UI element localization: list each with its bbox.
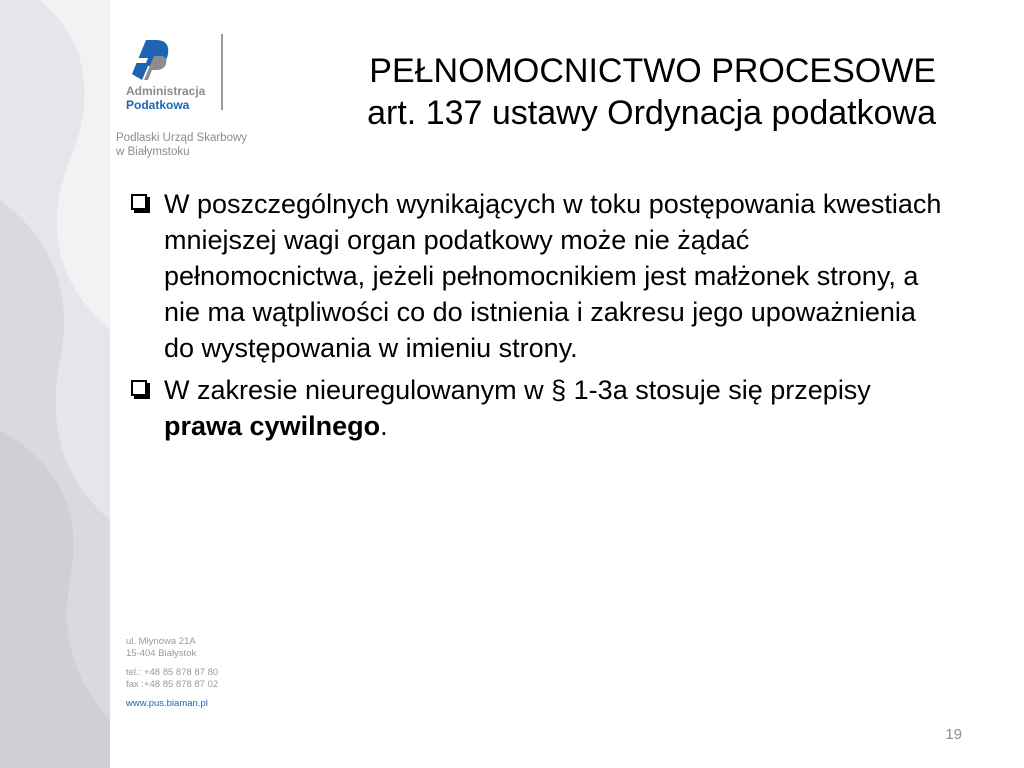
office-name	[116, 131, 276, 159]
slide-content	[128, 186, 948, 450]
address-block	[126, 636, 218, 710]
bullet-item	[128, 372, 948, 444]
website-link[interactable]: www.pus.biaman.pl	[126, 698, 208, 709]
logo-text	[126, 84, 205, 112]
logo-line-2: Podatkowa	[126, 98, 190, 112]
logo-line-1: Administracja	[126, 84, 206, 98]
bullet-text: W zakresie nieuregulowanym w § 1-3a stosuje się przepisy	[164, 375, 871, 405]
address-tel: tel.: +48 85 878 87 80	[126, 667, 219, 678]
decorative-curves	[0, 0, 110, 768]
page-number: 19	[945, 726, 962, 743]
checkbox-bullet-icon	[131, 380, 147, 396]
office-line-1: Podlaski Urząd Skarbowy	[116, 132, 248, 144]
address-fax: fax :+48 85 878 87 02	[126, 678, 219, 690]
bullet-suffix: .	[380, 411, 388, 441]
checkbox-bullet-icon	[131, 194, 147, 210]
address-city: 15-404 Białystok	[126, 647, 197, 659]
left-decorative-band	[0, 0, 110, 768]
office-line-2: w Białymstoku	[116, 146, 190, 158]
bullet-text: W poszczególnych wynikających w toku postępowania kwestiach mniejszej wagi organ podatkowy może nie żądać pełnomocnictwa, jeżeli pełnomocnikiem jest małżonek strony, a nie ma wątpliwości co do istnienia i zakresu jego upoważnienia do występowania w imieniu strony.	[164, 189, 942, 363]
slide-title	[367, 50, 936, 134]
bullet-item	[128, 186, 948, 366]
logo-divider	[221, 34, 223, 110]
title-line-2: art. 137 ustawy Ordynacja podatkowa	[367, 94, 936, 132]
title-line-1: PEŁNOMOCNICTWO PROCESOWE	[369, 52, 936, 90]
address-street: ul. Młynowa 21A	[126, 636, 196, 647]
bullet-bold-text: prawa cywilnego	[164, 411, 381, 441]
